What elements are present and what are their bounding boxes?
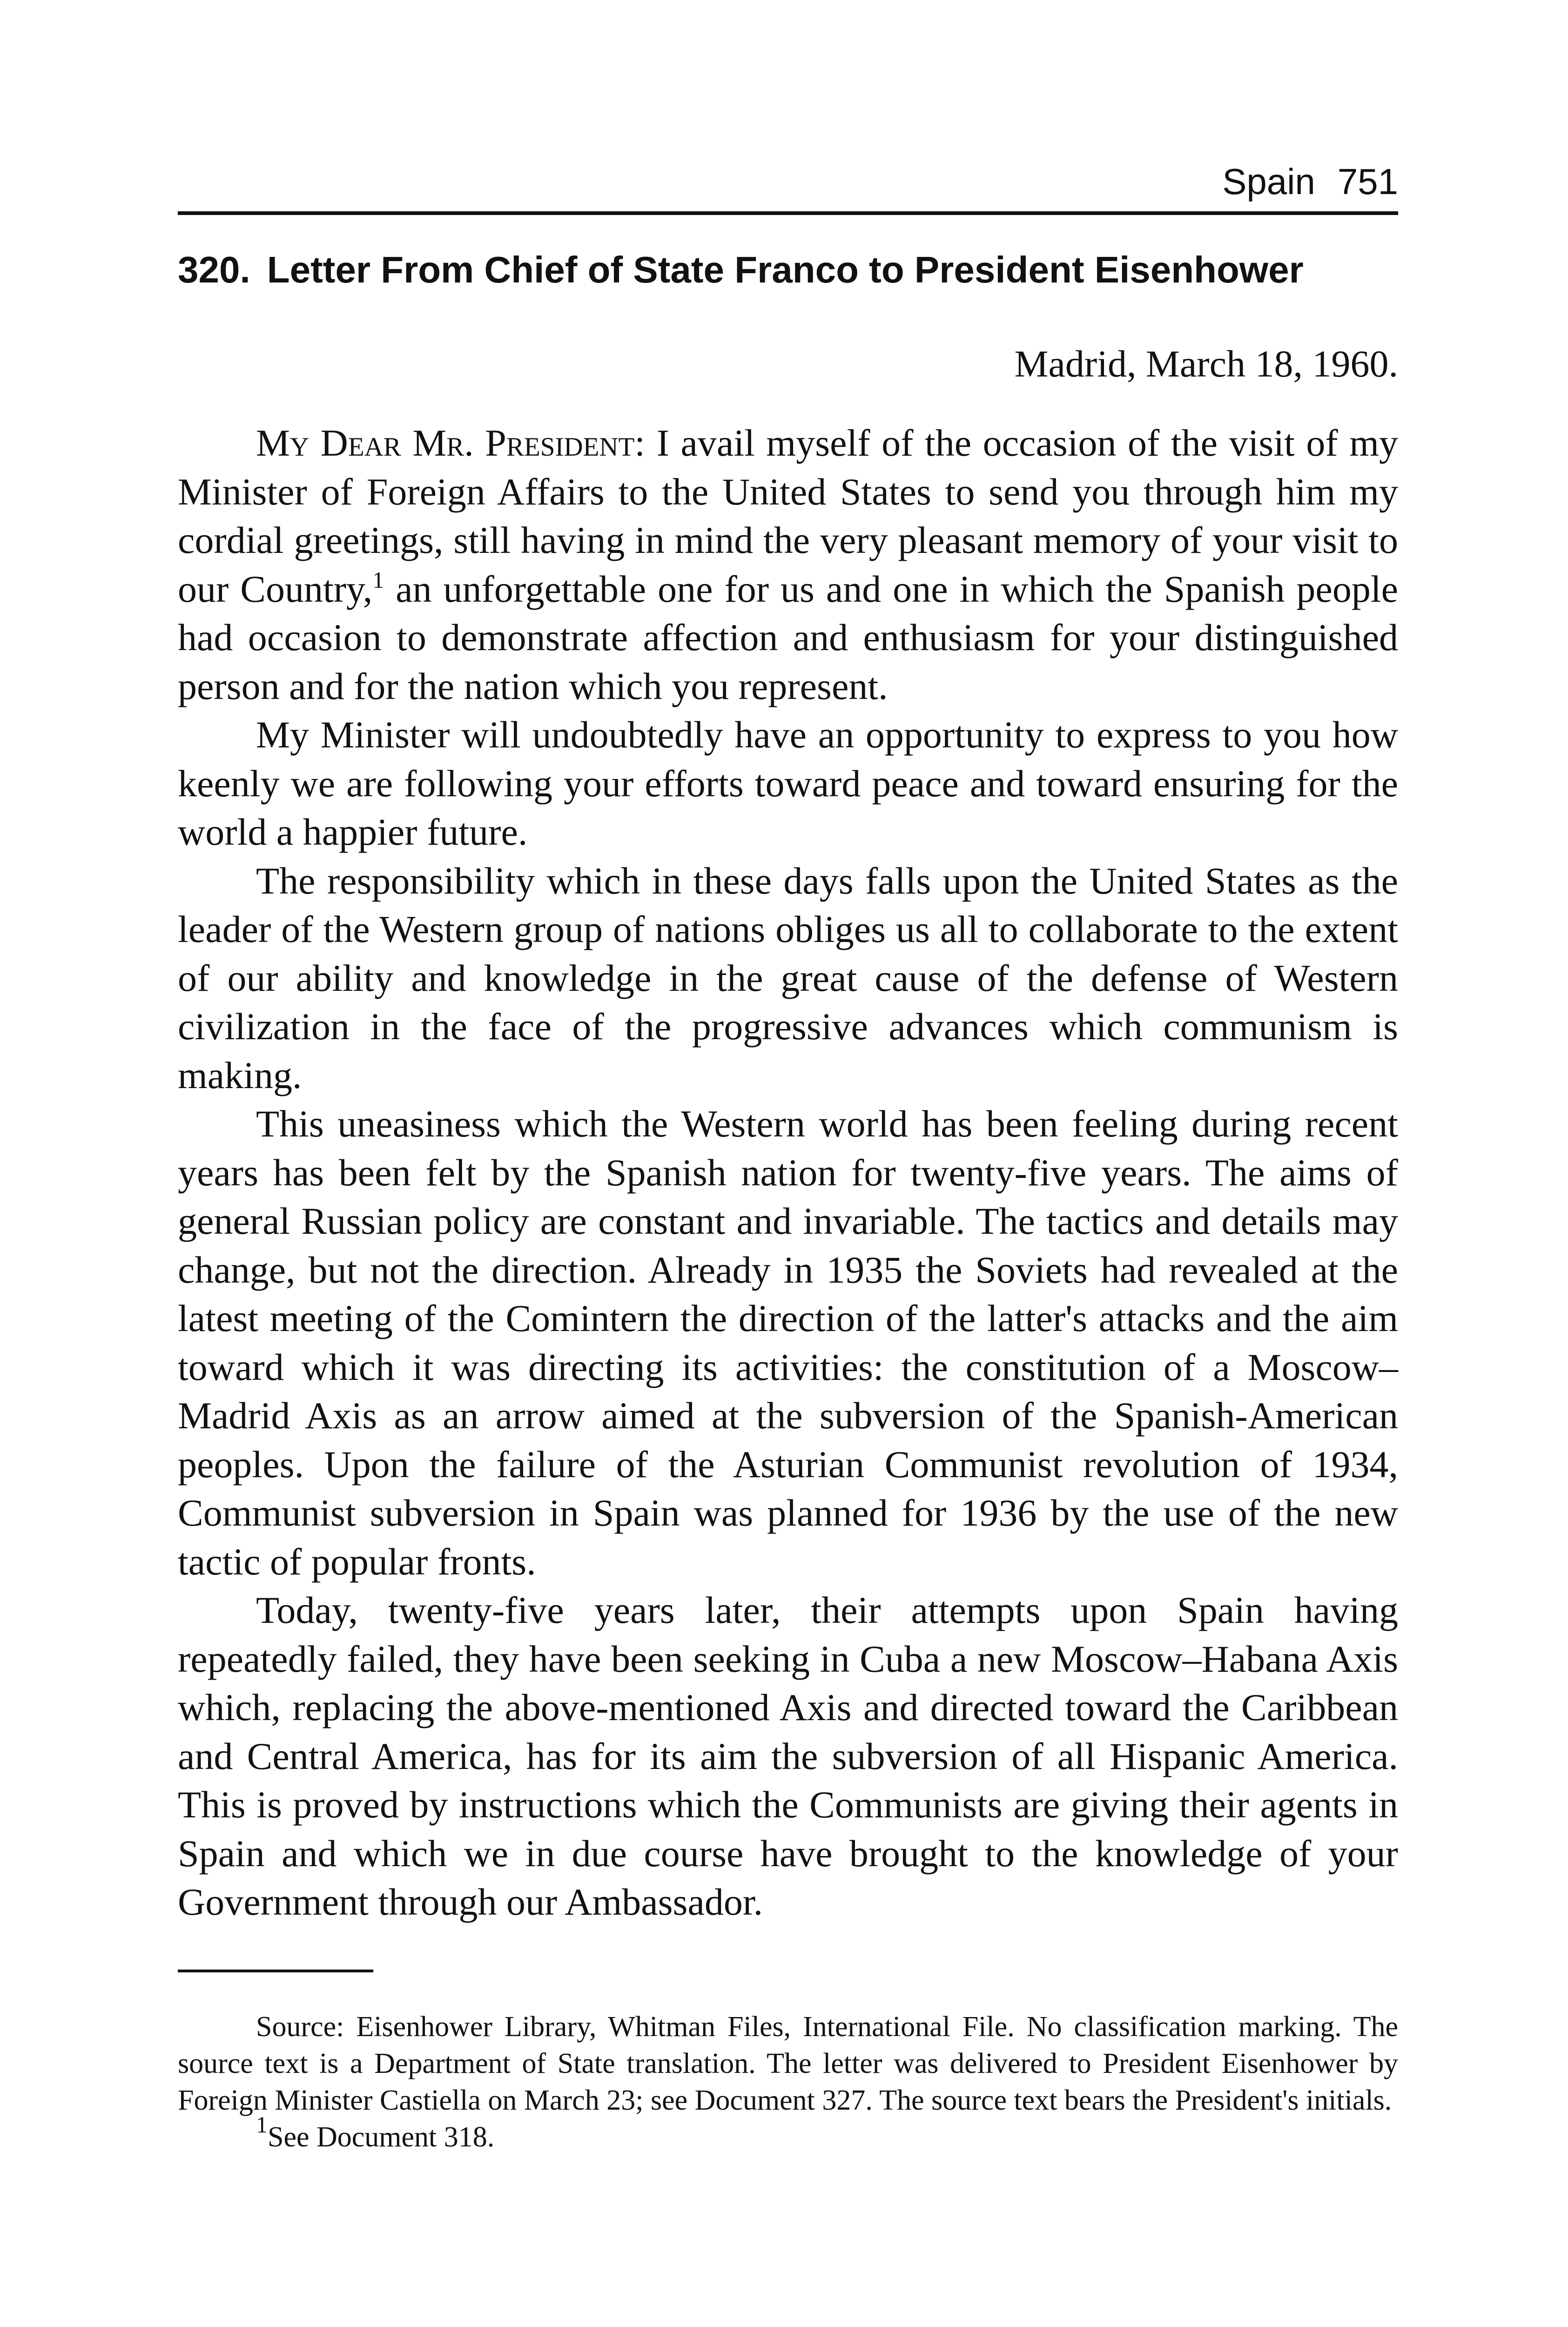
- paragraph-5: Today, twenty-five years later, their attempts upon Spain having repeatedly failed, they have been seeking in Cuba a new Moscow–Habana Axis which, replacing the above-mentioned Axis and directed toward the Caribbean and Central America, has for its aim the subversion of all Hispanic America. This is proved by instructions which the Communists are giving their agents in Spain and which we in due course have brought to the knowledge of your Government through our Ambassador.: [178, 1589, 1398, 1923]
- page-number: 751: [1337, 161, 1398, 202]
- footnote-1-text: See Document 318.: [268, 2121, 495, 2153]
- footnote-1: [178, 2111, 1398, 2156]
- letter-body: [178, 419, 1398, 1927]
- paragraph-2: My Minister will undoubtedly have an opportunity to express to you how keenly we are following your efforts toward peace and toward ensuring for the world a happier future.: [178, 713, 1398, 853]
- salutation: My Dear Mr. President:: [256, 422, 646, 464]
- paragraph-1-text-a: I avail myself of the occasion of the visit of my Minister of Foreign Affairs to the United States to send you through him my cordial greetings, still having in mind the very pleasant memory of your visit to our Country,: [178, 422, 1398, 610]
- footnotes: [178, 2009, 1398, 2156]
- running-head-section: Spain: [1222, 161, 1315, 202]
- paragraph-1: [178, 419, 1398, 711]
- document-page: [178, 158, 1398, 2156]
- document-number: 320.: [178, 249, 250, 290]
- paragraph-1-text-b: an unforgettable one for us and one in which the Spanish people had occasion to demonstrate affection and enthusiasm for your distinguished person and for the nation which you represent.: [178, 567, 1398, 707]
- document-title: Letter From Chief of State Franco to President Eisenhower: [267, 249, 1304, 290]
- footnote-rule: [178, 1970, 373, 1972]
- paragraph-4: This uneasiness which the Western world has been feeling during recent years has been felt by the Spanish nation for twenty-five years. The aims of general Russian policy are constant and invariable. The tactics and details may change, but not the direction. Already in 1935 the Soviets had revealed at the latest meeting of the Comintern the direction of the latter's attacks and the aim toward which it was directing its activities: the constitution of a Moscow–Madrid Axis as an arrow aimed at the subversion of the Spanish-American peoples. Upon the failure of the Asturian Communist revolution of 1934, Communist subversion in Spain was planned for 1936 by the use of the new tactic of popular fronts.: [178, 1103, 1398, 1583]
- dateline: Madrid, March 18, 1960.: [1014, 343, 1398, 385]
- running-head: [178, 158, 1398, 205]
- source-note: Source: Eisenhower Library, Whitman Files, International File. No classification marking. The source text is a Department of State translation. The letter was delivered to President Eisenhower by Foreign Minister Castiella on March 23; see Document 327. The source text bears the President's initials.: [178, 2011, 1398, 2116]
- footnote-1-marker: 1: [256, 2111, 268, 2138]
- header-rule: [178, 211, 1398, 215]
- paragraph-3: The responsibility which in these days falls upon the United States as the leader of the Western group of nations obliges us all to collaborate to the extent of our ability and knowledge in the great cause of the defense of Western civilization in the face of the progressive advances which communism is making.: [178, 859, 1398, 1096]
- document-heading: [178, 246, 1398, 294]
- footnote-ref-1[interactable]: 1: [372, 566, 384, 593]
